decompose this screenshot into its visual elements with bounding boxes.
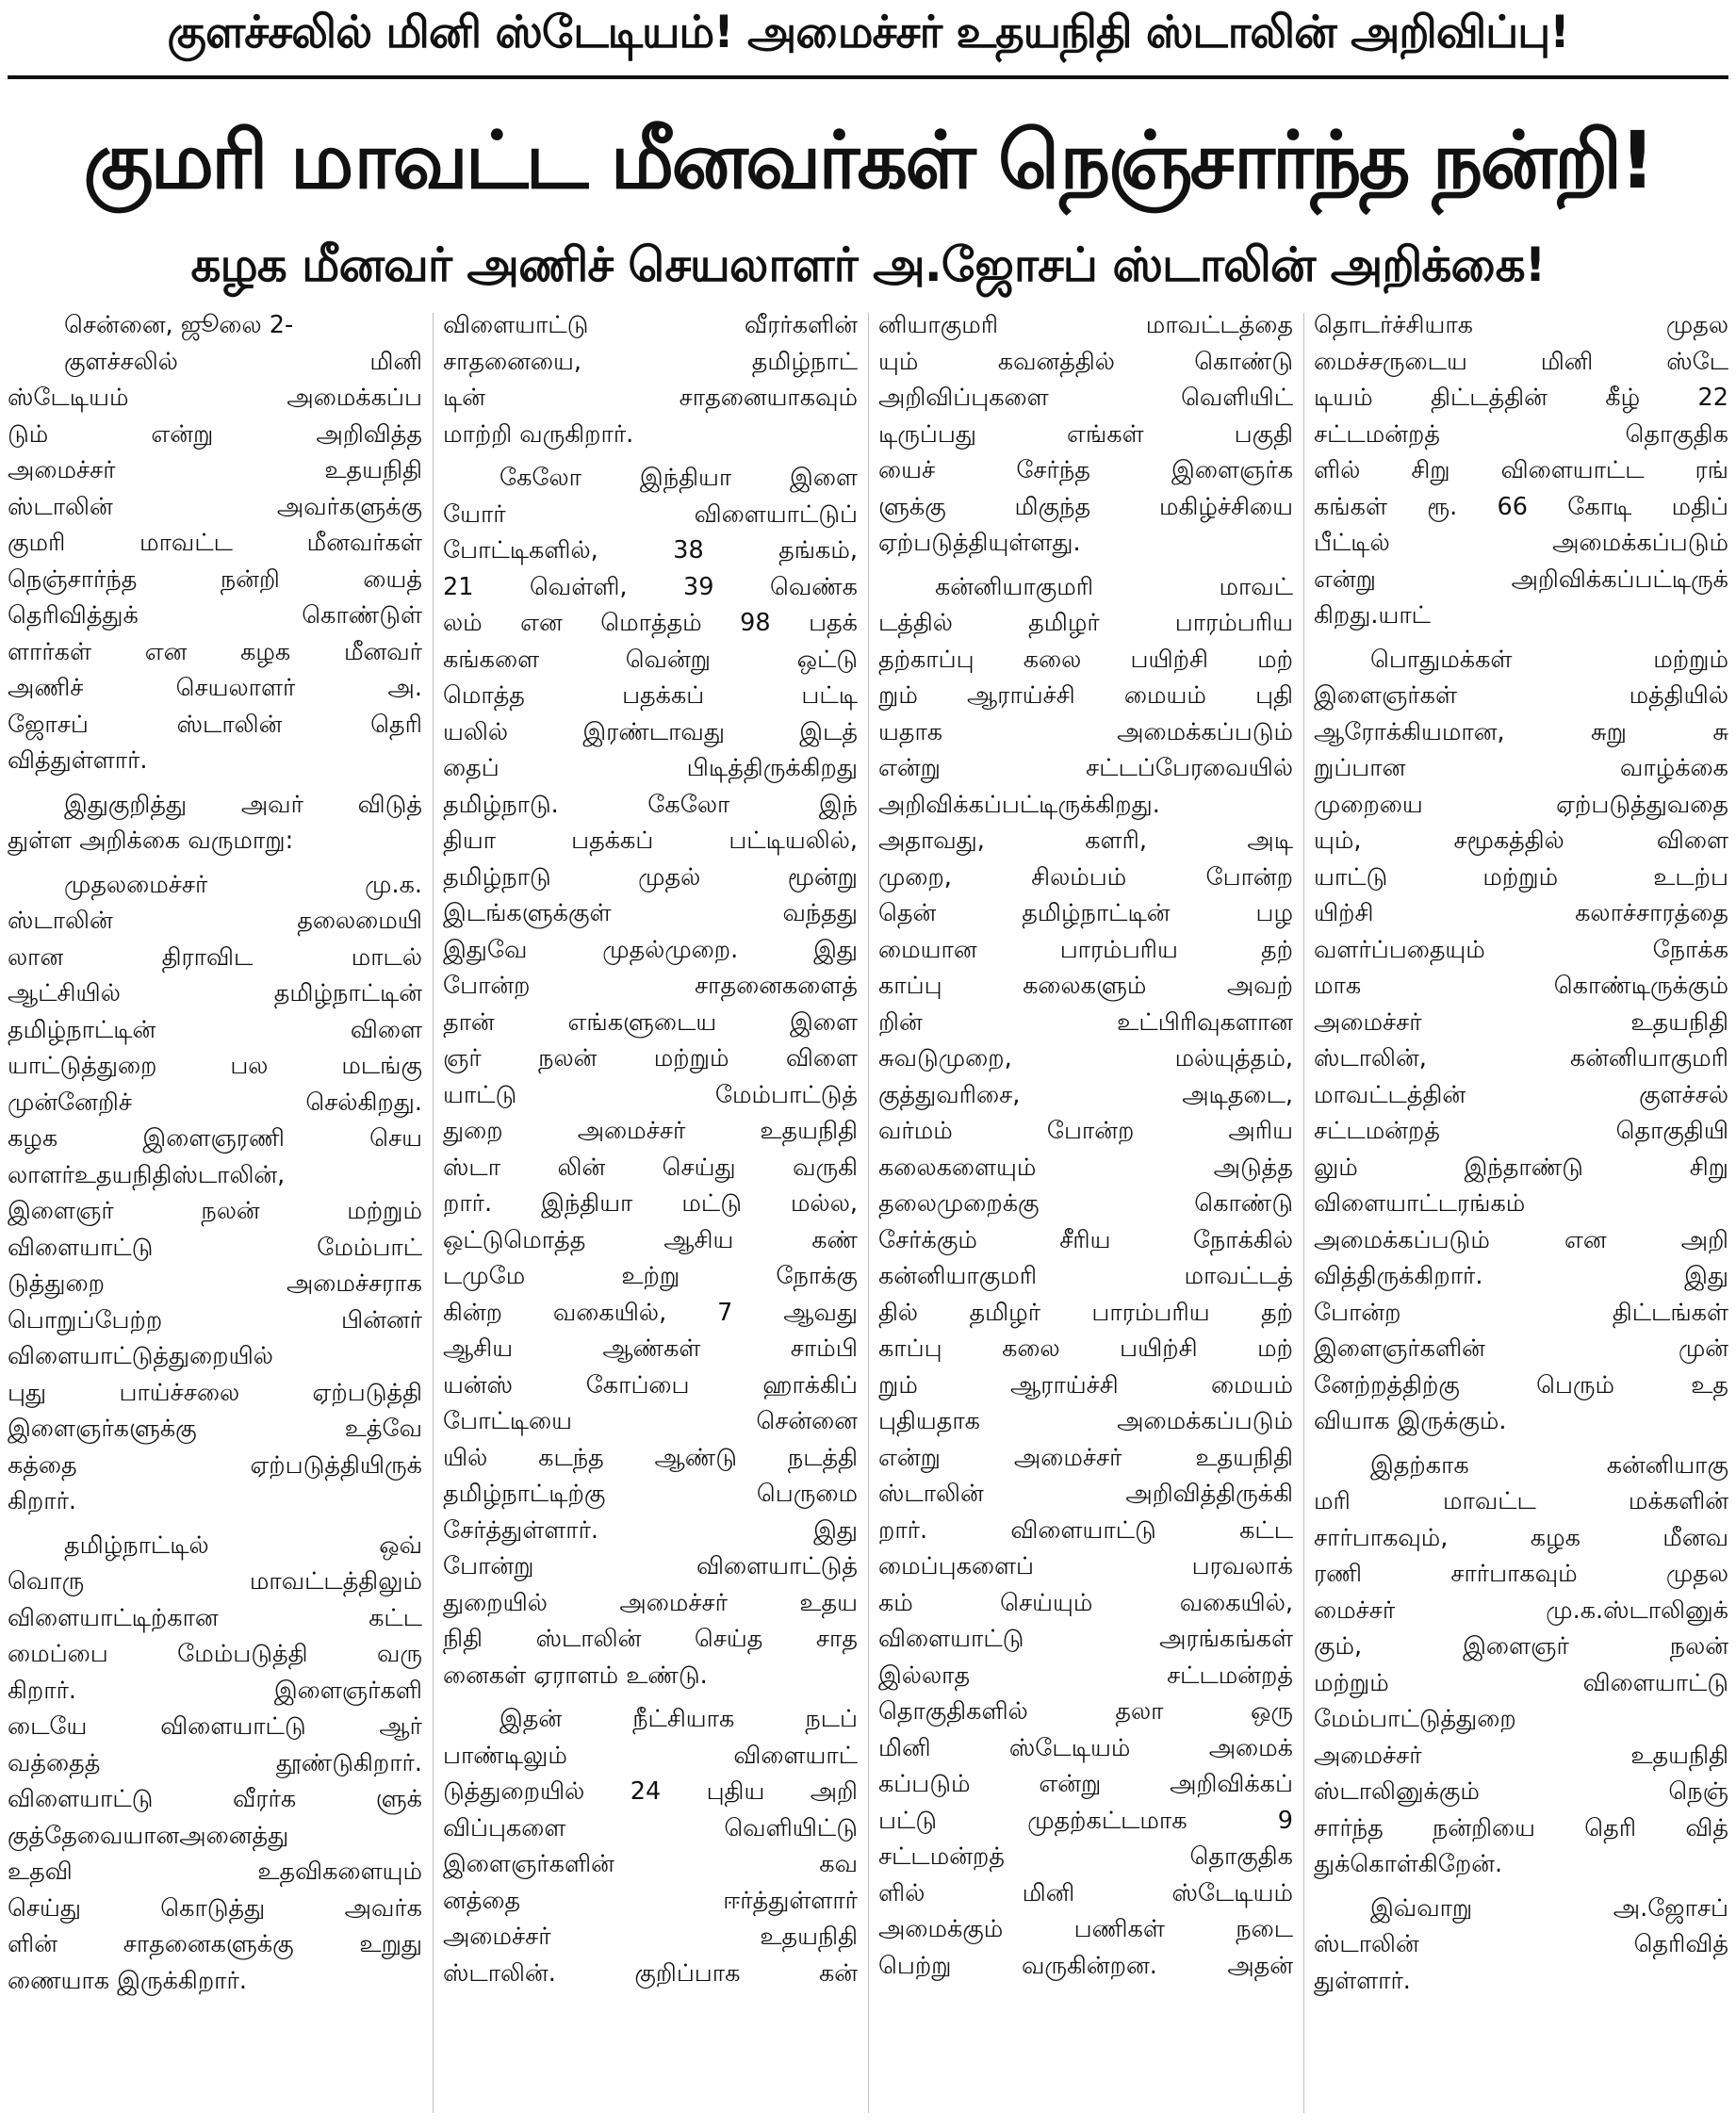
article-line: யும், சமூகத்தில் விளை — [1314, 827, 1728, 855]
article-line: பொதுமக்கள் மற்றும் — [1370, 645, 1728, 674]
article-line: பீட்டில் அமைக்கப்படும் — [1314, 529, 1728, 557]
article-line: குளச்சலில் மினி — [64, 347, 422, 376]
article-line: தலைமுறைக்கு கொண்டு — [878, 1189, 1293, 1218]
article-line: நெஞ்சார்ந்த நன்றி யைத் — [8, 565, 422, 594]
paragraph-gap — [1314, 1883, 1728, 1891]
article-line: 21 வெள்ளி, 39 வெண்க — [443, 572, 858, 601]
article-line: கேலோ இந்தியா இளை — [500, 464, 858, 492]
article-line: மைப்புகளைப் பரவலாக் — [878, 1552, 1293, 1580]
article-line: அமைச்சர் உதயநிதி — [1314, 1007, 1728, 1037]
article-line: டுத்துறை அமைச்சராக — [8, 1269, 422, 1298]
article-line: யாட்டு மற்றும் உடற்ப — [1314, 862, 1728, 892]
article-line: ரணி சார்பாகவும் முதல — [1314, 1560, 1728, 1588]
article-line: வர்மம் போன்ற அரிய — [878, 1117, 1293, 1145]
article-line: காப்பு கலைகளும் அவற் — [878, 972, 1293, 1000]
article-line: தில் தமிழர் பாரம்பரிய தற் — [878, 1298, 1293, 1327]
article-line: டத்தில் தமிழர் பாரம்பரிய — [878, 609, 1293, 637]
article-line: ஸ்டாலினுக்கும் நெஞ் — [1314, 1777, 1728, 1806]
article-line: தற்காப்பு கலை பயிற்சி மற் — [878, 645, 1293, 674]
article-line: கிறார். — [8, 1487, 77, 1515]
article-line: தமிழ்நாடு முதல் மூன்று — [443, 862, 858, 892]
article-line: ஆசிய ஆண்கள் சாம்பி — [443, 1334, 858, 1363]
article-column-3 — [878, 307, 1293, 2122]
article-line: விளையாட்டு அரங்கங்கள் — [878, 1625, 1293, 1653]
article-line: கிறது.யாட் — [1314, 601, 1431, 630]
article-line: டின் சாதனையாகவும் — [443, 384, 858, 412]
article-line: ளில் மினி ஸ்டேடியம் — [878, 1878, 1293, 1907]
column-divider — [868, 313, 869, 2113]
paragraph-gap — [8, 1520, 422, 1528]
article-line: றுப்பான வாழ்க்கை — [1314, 754, 1728, 782]
article-line: பெற்று வருகின்றன. அதன் — [878, 1951, 1293, 1980]
article-line: ணையாக இருக்கிறார். — [8, 1966, 247, 1995]
article-line: குத்துவரிசை, அடிதடை, — [878, 1080, 1293, 1109]
article-line: சட்டமன்றத் தொகுதிக — [1314, 419, 1728, 449]
article-line: கம் செய்யும் வகையில், — [878, 1588, 1293, 1617]
article-line: தமிழ்நாடு. கேலோ இந் — [443, 790, 858, 819]
article-line: இதுவே முதல்முறை. இது — [443, 935, 858, 964]
article-line: ளார்கள் என கழக மீனவர் — [8, 637, 422, 666]
article-line: ஒட்டுமொத்த ஆசிய கண் — [443, 1225, 858, 1254]
article-line: சுவடுமுறை, மல்யுத்தம், — [878, 1044, 1293, 1072]
article-line: இதன் நீட்சியாக நடப் — [500, 1705, 858, 1733]
article-line: இளைஞர்களின் முன் — [1314, 1334, 1728, 1363]
article-line: வித்துள்ளார். — [8, 746, 148, 775]
article-line: ஸ்டாலின் அறிவித்திருக்கி — [878, 1480, 1293, 1508]
article-line: போன்ற திட்டங்கள் — [1314, 1298, 1728, 1327]
article-line: மாற்றி வருகிறார். — [443, 419, 634, 449]
article-line: போட்டிகளில், 38 தங்கம், — [443, 536, 858, 565]
article-line: ஜோசப் ஸ்டாலின் தெரி — [8, 710, 422, 739]
article-line: யன்ஸ் கோப்பை ஹாக்கிப் — [443, 1370, 858, 1400]
article-line: விப்புகளை வெளியிட்டு — [443, 1813, 858, 1842]
article-line: யில் கடந்த ஆண்டு நடத்தி — [443, 1443, 858, 1472]
article-line: டிருப்பது எங்கள் பகுதி — [878, 419, 1293, 449]
article-line: தியா பதக்கப் பட்டியலில், — [443, 827, 858, 855]
article-line: முறை, சிலம்பம் போன்ற — [878, 862, 1293, 892]
article-line: இளைஞர்கள் மத்தியில் — [1314, 681, 1728, 710]
article-line: விளையாட்டு வீரர்களின் — [443, 311, 858, 339]
article-line: வொரு மாவட்டத்திலும் — [8, 1567, 422, 1596]
article-line: கன்னியாகுமரி மாவட்டத் — [878, 1262, 1293, 1290]
paragraph-gap — [443, 1694, 858, 1701]
article-line: டையே விளையாட்டு ஆர் — [8, 1712, 422, 1741]
article-line: தான் எங்களுடைய இளை — [443, 1007, 858, 1037]
article-line: போன்று விளையாட்டுத் — [443, 1552, 858, 1580]
article-line: புது பாய்ச்சலை ஏற்படுத்தி — [8, 1378, 422, 1407]
article-line: மொத்த பதக்கப் பட்டி — [443, 681, 858, 710]
article-line: யாட்டுத்துறை பல மடங்கு — [8, 1052, 422, 1080]
article-line: கத்தை ஏற்படுத்தியிருக் — [8, 1450, 422, 1480]
article-line: கின்ற வகையில், 7 ஆவது — [443, 1298, 858, 1327]
article-line: டுத்துறையில் 24 புதிய அறி — [443, 1777, 858, 1806]
article-line: வித்திருக்கிறார். இது — [1314, 1262, 1728, 1290]
article-line: மைச்சருடைய மினி ஸ்டே — [1314, 347, 1728, 376]
article-column-2 — [443, 307, 858, 2122]
article-line: ஞர் நலன் மற்றும் விளை — [443, 1044, 858, 1072]
article-line: வளர்ப்பதையும் நோக்க — [1314, 935, 1728, 964]
article-column-4 — [1314, 307, 1728, 2122]
article-line: கிறார். இளைஞர்களி — [8, 1676, 422, 1705]
article-line: போட்டியை சென்னை — [443, 1407, 858, 1435]
column-divider — [433, 313, 434, 2113]
article-line: ஆட்சியில் தமிழ்நாட்டின் — [8, 979, 422, 1007]
article-column-1 — [8, 307, 422, 2122]
kicker-headline: குளச்சலில் மினி ஸ்டேடியம்! அமைச்சர் உதயநிதி ஸ்டாலின் அறிவிப்பு! — [167, 7, 1569, 58]
article-line: னத்தை ஈர்த்துள்ளார் — [443, 1886, 858, 1915]
article-line: இளைஞர்களின் கவ — [443, 1850, 858, 1878]
article-line: ஏற்படுத்தியுள்ளது. — [878, 529, 1081, 557]
article-line: உதவி உதவிகளையும் — [8, 1858, 422, 1886]
paragraph-gap — [443, 452, 858, 460]
article-line: ஸ்டாலின். குறிப்பாக கன் — [443, 1958, 858, 1988]
article-line: டும் என்று அறிவித்த — [8, 419, 422, 449]
article-line: யும் கவனத்தில் கொண்டு — [878, 347, 1293, 376]
article-line: யாட்டு மேம்பாட்டுத் — [443, 1080, 858, 1109]
article-line: மாவட்டத்தின் குளச்சல் — [1314, 1080, 1728, 1109]
article-line: ஆரோக்கியமான, சுறு சு — [1314, 717, 1728, 746]
article-line: ஸ்டாலின் தலைமையி — [8, 907, 422, 935]
article-line: கங்கள் ரூ. 66 கோடி மதிப் — [1314, 492, 1728, 521]
article-line: விளையாட்டு மேம்பாட் — [8, 1233, 422, 1262]
article-line: என்று அமைச்சர் உதயநிதி — [878, 1443, 1293, 1472]
article-line: யோர் விளையாட்டுப் — [443, 499, 858, 529]
article-line: றும் ஆராய்ச்சி மையம் — [878, 1370, 1293, 1400]
article-line: னியாகுமரி மாவட்டத்தை — [878, 311, 1293, 339]
article-line: ஸ்டாலின் அவர்களுக்கு — [8, 492, 422, 521]
headline-rule — [8, 75, 1728, 79]
paragraph-gap — [1314, 634, 1728, 642]
article-body — [8, 307, 1728, 2122]
article-line: ஸ்டாலின் தெரிவித் — [1314, 1930, 1728, 1958]
article-line: ஸ்டா லின் செய்து வருகி — [443, 1153, 858, 1182]
article-line: னைகள் ஏராளம் உண்டு. — [443, 1661, 708, 1690]
article-line: ஸ்டேடியம் அமைக்கப்ப — [8, 384, 422, 412]
article-line: இவ்வாறு அ.ஜோசப் — [1370, 1893, 1728, 1923]
article-line: சேர்த்துள்ளார். இது — [443, 1515, 858, 1545]
article-line: தென் தமிழ்நாட்டின் பழ — [878, 899, 1293, 927]
article-line: துக்கொள்கிறேன். — [1314, 1850, 1503, 1878]
article-line: இதுகுறித்து அவர் விடுத் — [64, 790, 422, 819]
article-line: றின் உட்பிரிவுகளான — [878, 1007, 1293, 1037]
article-line: யிற்சி கலாச்சாரத்தை — [1314, 899, 1728, 927]
article-line: சார்ந்த நன்றியை தெரி வித் — [1314, 1813, 1728, 1842]
article-line: கப்படும் என்று அறிவிக்கப் — [878, 1770, 1293, 1798]
article-line: கங்களை வென்று ஒட்டு — [443, 645, 858, 674]
article-line: சட்டமன்றத் தொகுதிக — [878, 1842, 1293, 1871]
article-line: கன்னியாகுமரி மாவட் — [935, 572, 1293, 601]
article-line: விளையாட்டு வீரர்க ளுக் — [8, 1785, 422, 1813]
paragraph-gap — [8, 859, 422, 867]
article-line: செய்து கொடுத்து அவர்க — [8, 1893, 422, 1923]
article-line: மைப்பை மேம்படுத்தி வரு — [8, 1640, 422, 1668]
paragraph-gap — [8, 779, 422, 787]
article-line: தமிழ்நாட்டில் ஒவ் — [64, 1531, 422, 1560]
article-line: என்று அறிவிக்கப்பட்டிருக் — [1314, 565, 1728, 594]
article-line: விளையாட்டரங்கம் — [1314, 1189, 1526, 1218]
article-line: நிதி ஸ்டாலின் செய்த சாத — [443, 1625, 858, 1653]
article-line: புதியதாக அமைக்கப்படும் — [878, 1407, 1293, 1435]
article-line: மையான பாரம்பரிய தற் — [878, 935, 1293, 964]
article-line: டமுமே உற்று நோக்கு — [443, 1262, 858, 1290]
article-line: விளையாட்டிற்கான கட்ட — [8, 1603, 422, 1632]
article-line: காப்பு கலை பயிற்சி மற் — [878, 1334, 1293, 1363]
article-line: போன்ற சாதனைகளைத் — [443, 972, 858, 1000]
article-line: பட்டு முதற்கட்டமாக 9 — [878, 1806, 1293, 1835]
article-line: லும் இந்தாண்டு சிறு — [1314, 1153, 1728, 1182]
article-line: அமைக்கப்படும் என அறி — [1314, 1225, 1728, 1254]
article-line: அமைச்சர் உதயநிதி — [8, 456, 422, 484]
article-line: அமைக்கும் பணிகள் நடை — [878, 1915, 1293, 1943]
article-line: பொறுப்பேற்ற பின்னர் — [8, 1305, 422, 1334]
article-line: அறிவிக்கப்பட்டிருக்கிறது. — [878, 790, 1160, 819]
article-line: ளுக்கு மிகுந்த மகிழ்ச்சியை — [878, 492, 1293, 521]
article-line: மரி மாவட்ட மக்களின் — [1314, 1487, 1728, 1515]
article-line: கலைகளையும் அடுத்த — [878, 1153, 1293, 1182]
article-line: இளைஞர் நலன் மற்றும் — [8, 1197, 422, 1225]
article-line: முதலமைச்சர் மு.க. — [64, 870, 422, 899]
article-line: வியாக இருக்கும். — [1314, 1407, 1507, 1435]
article-line: மினி ஸ்டேடியம் அமைக் — [878, 1733, 1293, 1762]
article-line: றும் ஆராய்ச்சி மையம் புதி — [878, 681, 1293, 710]
article-line: ஸ்டாலின், கன்னியாகுமரி — [1314, 1044, 1728, 1072]
article-line: மேம்பாட்டுத்துறை — [1314, 1705, 1516, 1733]
article-line: சேர்க்கும் சீரிய நோக்கில் — [878, 1225, 1293, 1254]
paragraph-gap — [1314, 1440, 1728, 1448]
article-line: சார்பாகவும், கழக மீனவ — [1314, 1523, 1728, 1552]
article-line: தைப் பிடித்திருக்கிறது — [443, 754, 858, 782]
article-line: னேற்றத்திற்கு பெரும் உத — [1314, 1370, 1728, 1400]
article-line: குமரி மாவட்ட மீனவர்கள் — [8, 529, 422, 557]
article-line: துள்ளார். — [1314, 1966, 1411, 1995]
article-line: றார். இந்தியா மட்டு மல்ல, — [443, 1189, 858, 1218]
article-line: ளில் சிறு விளையாட்ட ரங் — [1314, 456, 1728, 484]
article-line: சென்னை, ஜூலை 2- — [64, 311, 294, 339]
article-line: யதாக அமைக்கப்படும் — [878, 717, 1293, 746]
article-line: லாளர்உதயநிதிஸ்டாலின், — [8, 1160, 286, 1189]
article-line: தமிழ்நாட்டிற்கு பெருமை — [443, 1480, 858, 1508]
article-line: என்று சட்டப்பேரவையில் — [878, 754, 1293, 782]
article-line: அமைச்சர் உதயநிதி — [443, 1923, 858, 1951]
article-line: மாக கொண்டிருக்கும் — [1314, 972, 1728, 1000]
article-line: துள்ள அறிக்கை வருமாறு: — [8, 827, 294, 855]
article-line: அறிவிப்புகளை வெளியிட் — [878, 384, 1293, 412]
article-line: சட்டமன்றத் தொகுதியி — [1314, 1117, 1728, 1145]
sub-headline: கழக மீனவர் அணிச் செயலாளர் அ.ஜோசப் ஸ்டாலின் அறிக்கை! — [190, 237, 1546, 292]
article-line: யலில் இரண்டாவது இடத் — [443, 717, 858, 746]
main-headline: குமரி மாவட்ட மீனவர்கள் நெஞ்சார்ந்த நன்றி! — [83, 114, 1653, 206]
article-line: கும், இளைஞர் நலன் — [1314, 1632, 1728, 1661]
article-line: குத்தேவையானஅனைத்து — [8, 1821, 289, 1850]
article-line: துறையில் அமைச்சர் உதய — [443, 1588, 858, 1617]
article-line: லம் என மொத்தம் 98 பதக் — [443, 609, 858, 637]
article-line: துறை அமைச்சர் உதயநிதி — [443, 1117, 858, 1145]
article-line: வத்தைத் தூண்டுகிறார். — [8, 1748, 422, 1777]
article-line: டியம் திட்டத்தின் கீழ் 22 — [1314, 384, 1728, 412]
article-line: முறையை ஏற்படுத்துவதை — [1314, 790, 1728, 819]
article-line: தொகுதிகளில் தலா ஒரு — [878, 1697, 1293, 1726]
article-line: தொடர்ச்சியாக முதல — [1314, 311, 1728, 339]
article-line: அதாவது, களரி, அடி — [878, 827, 1293, 855]
article-line: தமிழ்நாட்டின் விளை — [8, 1015, 422, 1044]
article-line: சாதனையை, தமிழ்நாட் — [443, 347, 858, 376]
article-line: இதற்காக கன்னியாகு — [1370, 1450, 1728, 1480]
article-line: மற்றும் விளையாட்டு — [1314, 1668, 1728, 1697]
article-line: மைச்சர் மு.க.ஸ்டாலினுக் — [1314, 1596, 1728, 1625]
column-divider — [1303, 313, 1304, 2113]
paragraph-gap — [878, 562, 1293, 569]
article-line: றார். விளையாட்டு கட்ட — [878, 1515, 1293, 1545]
article-line: அமைச்சர் உதயநிதி — [1314, 1741, 1728, 1770]
article-line: இளைஞர்களுக்கு உத்வே — [8, 1415, 422, 1443]
article-line: இல்லாத சட்டமன்றத் — [878, 1661, 1293, 1690]
article-line: விளையாட்டுத்துறையில் — [8, 1342, 273, 1370]
article-line: பாண்டிலும் விளையாட் — [443, 1741, 858, 1770]
article-line: இடங்களுக்குள் வந்தது — [443, 899, 858, 927]
article-line: யைச் சேர்ந்த இளைஞர்க — [878, 456, 1293, 484]
article-line: தெரிவித்துக் கொண்டுள் — [8, 601, 422, 630]
article-line: ளின் சாதனைகளுக்கு உறுது — [8, 1930, 422, 1958]
article-line: அணிச் செயலாளர் அ. — [8, 674, 422, 702]
article-line: லான திராவிட மாடல் — [8, 942, 422, 972]
article-line: கழக இளைஞரணி செய — [8, 1124, 422, 1153]
article-line: முன்னேறிச் செல்கிறது. — [8, 1088, 422, 1117]
